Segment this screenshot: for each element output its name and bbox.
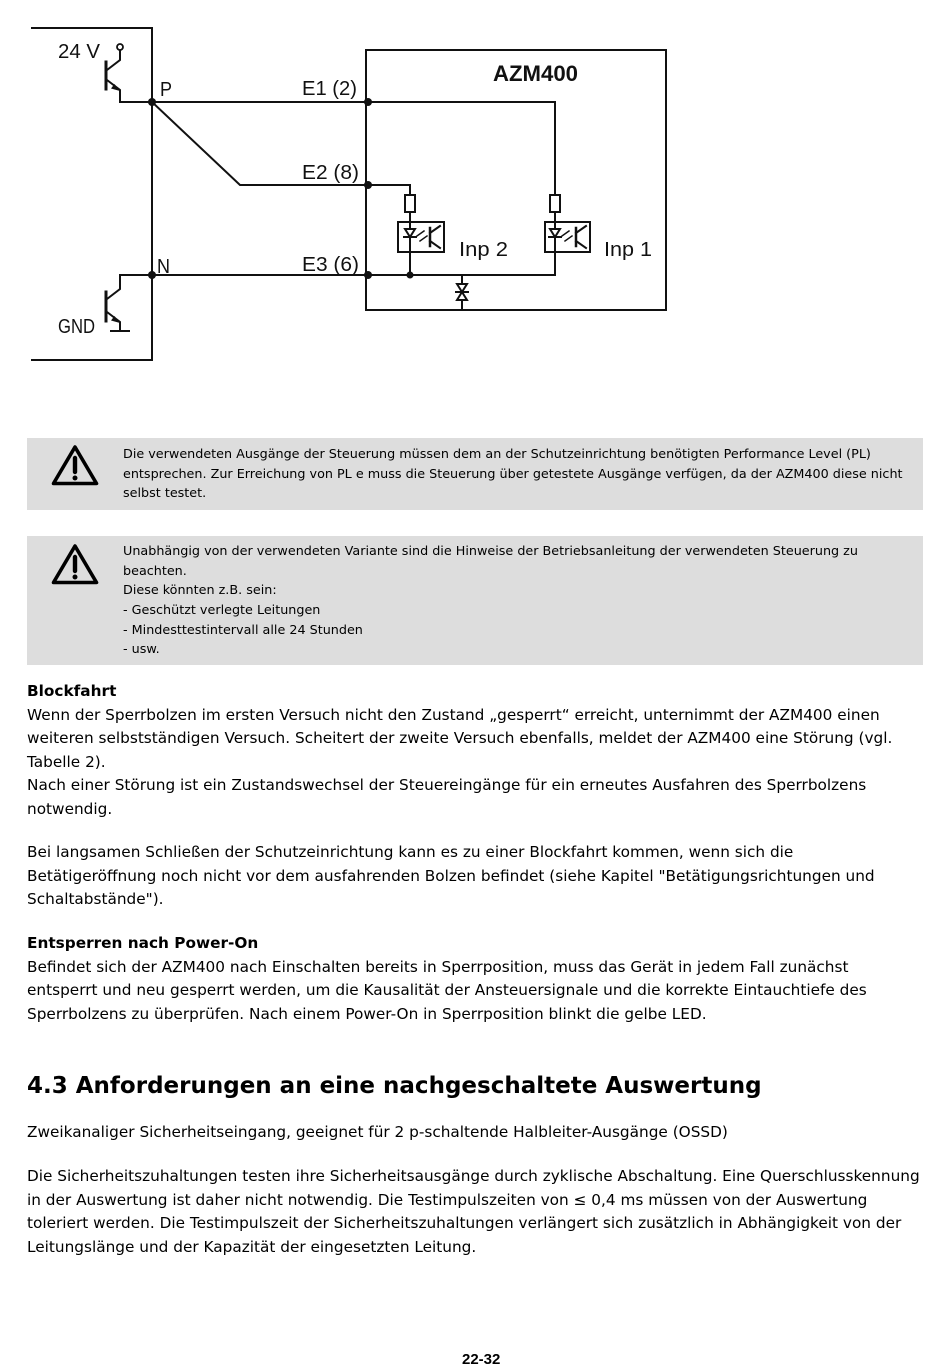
wire-p-e2-inp2 <box>152 102 410 195</box>
note-line: selbst testet. <box>123 486 207 502</box>
note-list-item: - Geschützt verlegte Leitungen <box>123 602 321 618</box>
note-line: beachten. <box>123 563 187 579</box>
note-line: Die verwendeten Ausgänge der Steuerung müssen dem an der Schutzeinrichtung benötigten Performance Level (PL) <box>123 447 871 463</box>
warning-icon <box>51 444 99 486</box>
paragraph-test-pulses <box>27 1165 920 1259</box>
junction-e2 <box>364 181 372 189</box>
label-inp2: Inp 2 <box>459 239 508 261</box>
paragraph-line: toleriert werden. Die Testimpulszeit der Sicherheitszuhaltungen verlängert sich zusätzlich in Abhängigkeit von der <box>27 1214 902 1233</box>
note-list-item: - usw. <box>123 642 160 658</box>
controller-frame <box>32 28 152 360</box>
label-inp1: Inp 1 <box>604 239 652 261</box>
resistor-inp1 <box>550 195 560 212</box>
note-line: Unabhängig von der verwendeten Variante sind die Hinweise der Betriebsanleitung der verwendeten Steuerung zu <box>123 544 858 560</box>
wiring-diagram <box>0 0 700 370</box>
junction-e1 <box>364 98 372 106</box>
label-gnd: GND <box>58 316 95 338</box>
paragraph-line: Betätigeröffnung noch nicht vor dem ausfahrenden Bolzen befindet (siehe Kapitel "Betätigungsrichtungen und <box>27 866 875 885</box>
paragraph-line: Befindet sich der AZM400 nach Einschalten bereits in Sperrposition, muss das Gerät in jedem Fall zunächst <box>27 957 849 976</box>
warning-note-text <box>123 445 903 504</box>
warning-icon <box>51 543 99 585</box>
tvs-diode-lower <box>457 292 467 300</box>
note-list-item: - Mindesttestintervall alle 24 Stunden <box>123 622 363 638</box>
paragraph-line: Wenn der Sperrbolzen im ersten Versuch nicht den Zustand „gesperrt“ erreicht, unternimmt der AZM400 einen <box>27 705 880 724</box>
note-line: Diese könnten z.B. sein: <box>123 583 277 599</box>
junction-inp2-return <box>407 272 414 279</box>
paragraph-intro <box>27 1121 728 1145</box>
high-side-transistor-leads <box>107 50 152 102</box>
warning-note-performance-level <box>27 438 923 510</box>
note-line: entsprechen. Zur Erreichung von PL e muss die Steuerung über getestete Ausgänge verfügen, da der AZM400 diese nicht <box>123 466 903 482</box>
paragraph-line: weiteren selbstständigen Versuch. Scheitert der zweite Versuch ebenfalls, meldet der AZM400 eine Störung (vgl. <box>27 729 893 748</box>
warning-note-controller-manual <box>27 536 923 665</box>
paragraph-line: Zweikanaliger Sicherheitseingang, geeignet für 2 p-schaltende Halbleiter-Ausgänge (OSSD) <box>27 1123 728 1142</box>
label-e1: E1 (2) <box>302 78 357 100</box>
warning-note-text <box>123 542 858 660</box>
subheading-blockfahrt: Blockfahrt <box>27 682 117 701</box>
label-n: N <box>157 256 170 278</box>
subheading-entsperren: Entsperren nach Power-On <box>27 934 259 953</box>
section-blockfahrt <box>27 680 892 821</box>
page-number: 22-32 <box>462 1351 501 1368</box>
label-device: AZM400 <box>493 61 578 86</box>
junction-n <box>148 271 156 279</box>
paragraph-line: Die Sicherheitszuhaltungen testen ihre Sicherheitsausgänge durch zyklische Abschaltung. Eine Querschlusskennung <box>27 1167 920 1186</box>
label-p: P <box>160 79 172 101</box>
label-e2: E2 (8) <box>302 162 359 184</box>
paragraph-line: Nach einer Störung ist ein Zustandswechsel der Steuereingänge für ein erneutes Ausfahren des Sperrbolzens <box>27 776 867 795</box>
paragraph-line: Schaltabstände"). <box>27 890 164 909</box>
label-supply: 24 V <box>58 41 101 63</box>
paragraph-line: Tabelle 2). <box>27 752 106 771</box>
paragraph-line: Sperrbolzens zu überprüfen. Nach einem Power-On in Sperrposition blinkt die gelbe LED. <box>27 1004 707 1023</box>
paragraph-line: Leitungslänge und der Kapazität der eingesetzten Leitung. <box>27 1237 477 1256</box>
section-entsperren <box>27 932 867 1026</box>
supply-terminal <box>117 44 123 50</box>
label-e3: E3 (6) <box>302 254 359 276</box>
paragraph-line: entsperrt und neu gesperrt werden, um die Kausalität der Ansteuersignale und die korrekte Eintauchtiefe des <box>27 981 867 1000</box>
junction-e3 <box>364 271 372 279</box>
junction-p <box>148 98 156 106</box>
section-heading-4-3: 4.3 Anforderungen an eine nachgeschaltete Auswertung <box>27 1073 762 1099</box>
paragraph-line: notwendig. <box>27 799 113 818</box>
paragraph-slow-closing <box>27 841 875 912</box>
paragraph-line: Bei langsamen Schließen der Schutzeinrichtung kann es zu einer Blockfahrt kommen, wenn sich die <box>27 843 794 862</box>
resistor-inp2 <box>405 195 415 212</box>
paragraph-line: in der Auswertung ist daher nicht notwendig. Die Testimpulszeiten von ≤ 0,4 ms müssen von der Auswertung <box>27 1190 868 1209</box>
low-side-transistor-leads <box>107 275 152 330</box>
